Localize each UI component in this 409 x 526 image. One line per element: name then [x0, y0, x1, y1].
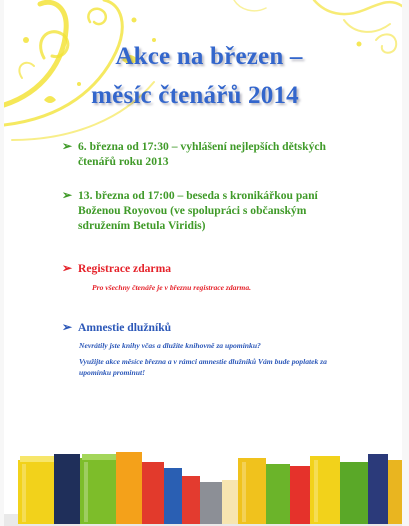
- amnesty-heading: Amnestie dlužníků: [78, 321, 172, 334]
- amnesty-note-1: Nevrátily jste knihy včas a dlužíte knihovně za upomínku?: [79, 341, 261, 350]
- amnesty-note-2-line-1: Využijte akce měsíce března a v rámci amnestie dlužníků Vám bude poplatek za: [79, 357, 327, 366]
- event-2-line-2: Boženou Royovou (ve spolupráci s občanským: [78, 204, 307, 217]
- event-1-line-2: čtenářů roku 2013: [78, 155, 169, 168]
- event-1-line-1: 6. března od 17:30 – vyhlášení nejlepších dětských: [78, 140, 326, 153]
- event-2-bullet: ➢: [62, 188, 73, 202]
- registration-note: Pro všechny čtenáře je v březnu registrace zdarma.: [92, 283, 252, 292]
- registration-heading: Registrace zdarma: [78, 262, 172, 275]
- poster: [4, 0, 402, 526]
- event-2-line-3: sdružením Betula Viridis): [78, 219, 206, 232]
- event-2-line-1: 13. března od 17:00 – beseda s kronikářkou paní: [78, 189, 318, 202]
- event-1: [78, 139, 378, 169]
- amnesty-bullet: ➢: [62, 320, 73, 334]
- yellow-swirl-ornament: [4, 0, 402, 150]
- amnesty-note-2-line-2: upomínku prominut!: [79, 368, 146, 377]
- event-2: [78, 188, 378, 233]
- page-title-line-1: Akce na březen –: [115, 43, 303, 70]
- colorful-books-row: [4, 452, 402, 526]
- page-title-line-2: měsíc čtenářů 2014: [91, 82, 299, 109]
- event-1-bullet: ➢: [62, 139, 73, 153]
- registration-bullet: ➢: [62, 261, 73, 275]
